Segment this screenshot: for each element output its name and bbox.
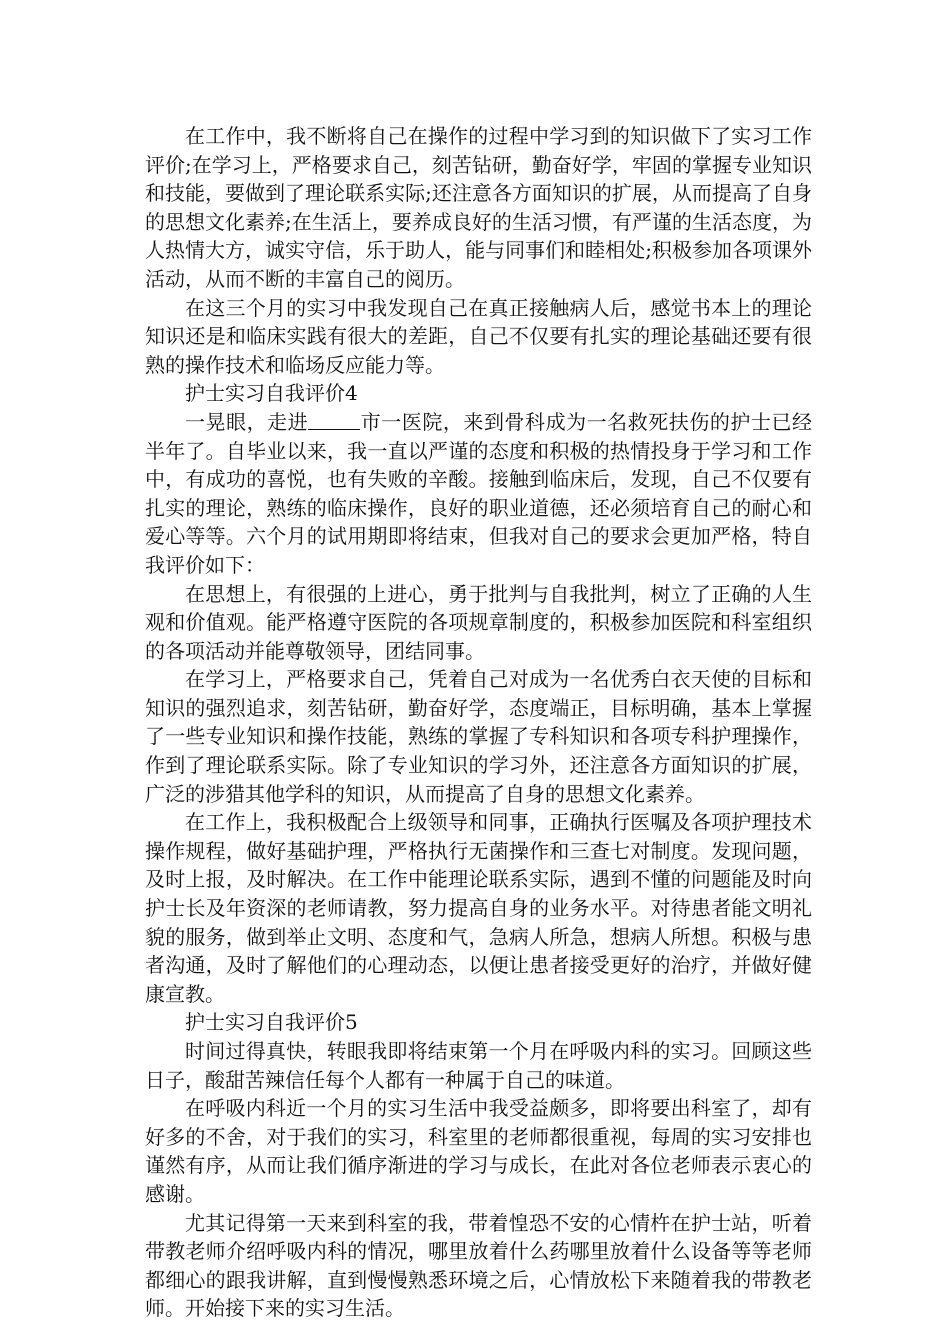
section-heading-4: 护士实习自我评价4 (185, 381, 358, 406)
paragraph-first-day: 尤其记得第一天来到科室的我，带着惶恐不安的心情杵在护士站，听着带教老师介绍呼吸内科的情况，哪里放着什么药哪里放着什么设备等等老师都细心的跟我讲解，直到慢慢熟悉环境之后，心情放松下来随着我的带教老师。开始接下来的实习生活。 (145, 1210, 812, 1321)
paragraph-work: 在工作上，我积极配合上级领导和同事，正确执行医嘱及各项护理技术操作规程，做好基础护理，严格执行无菌操作和三查七对制度。发现问题，及时上报，及时解决。在工作中能理论联系实际，遇到不懂的问题能及时向护士长及年资深的老师请教，努力提高自身的业务水平。对待患者能文明礼貌的服务，做到举止文明、态度和气，急病人所急，想病人所想。积极与患者沟通，及时了解他们的心理动态，以便让患者接受更好的治疗，并做好健康宣教。 (145, 810, 812, 1006)
section-heading-5: 护士实习自我评价5 (185, 1010, 358, 1035)
paragraph-intro-4-start: 一晃眼，走进 (185, 409, 309, 434)
paragraph-intro-4-rest: 市一医院，来到骨科成为一名救死扶伤的护士已经半年了。自毕业以来，我一直以严谨的态度和积极的热情投身于学习和工作中，有成功的喜悦，也有失败的辛酸。接触到临床后，发现，自己不仅要有扎实的理论，熟练的临床操作，良好的职业道德，还必须培育自己的耐心和爱心等等。六个月的试用期即将结束，但我对自己的要求会更加严格，特自我评价如下： (145, 409, 813, 577)
paragraph-time-flies: 时间过得真快，转眼我即将结束第一个月在呼吸内科的实习。回顾这些日子，酸甜苦辣信任每个人都有一种属于自己的味道。 (145, 1039, 812, 1092)
paragraph-intro-4 (145, 408, 812, 580)
paragraph-study: 在学习上，严格要求自己，凭着自己对成为一名优秀白衣天使的目标和知识的强烈追求，刻苦钻研，勤奋好学，态度端正，目标明确，基本上掌握了一些专业知识和操作技能，熟练的掌握了专科知识和各项专科护理操作，作到了理论联系实际。除了专业知识的学习外，还注意各方面知识的扩展，广泛的涉猎其他学科的知识，从而提高了自身的思想文化素养。 (145, 667, 812, 806)
fill-in-blank (308, 411, 360, 430)
paragraph-thinking: 在思想上，有很强的上进心，勇于批判与自我批判，树立了正确的人生观和价值观。能严格遵守医院的各项规章制度的，积极参加医院和科室组织的各项活动并能尊敬领导，团结同事。 (145, 581, 812, 663)
document-page (145, 122, 812, 1323)
paragraph-work-summary: 在工作中，我不断将自己在操作的过程中学习到的知识做下了实习工作评价;在学习上，严格要求自己，刻苦钻研，勤奋好学，牢固的掌握专业知识和技能，要做到了理论联系实际;还注意各方面知识的扩展，从而提高了自身的思想文化素养;在生活上，要养成良好的生活习惯，有严谨的生活态度，为人热情大方，诚实守信，乐于助人，能与同事们和睦相处;积极参加各项课外活动，从而不断的丰富自己的阅历。 (145, 124, 812, 291)
paragraph-three-months: 在这三个月的实习中我发现自己在真正接触病人后，感觉书本上的理论知识还是和临床实践有很大的差距，自己不仅要有扎实的理论基础还要有很熟的操作技术和临场反应能力等。 (145, 295, 812, 377)
paragraph-respiratory: 在呼吸内科近一个月的实习生活中我受益颇多，即将要出科室了，却有好多的不舍，对于我们的实习，科室里的老师都很重视，每周的实习安排也谨然有序，从而让我们循序渐进的学习与成长，在此对各位老师表示衷心的感谢。 (145, 1096, 812, 1206)
